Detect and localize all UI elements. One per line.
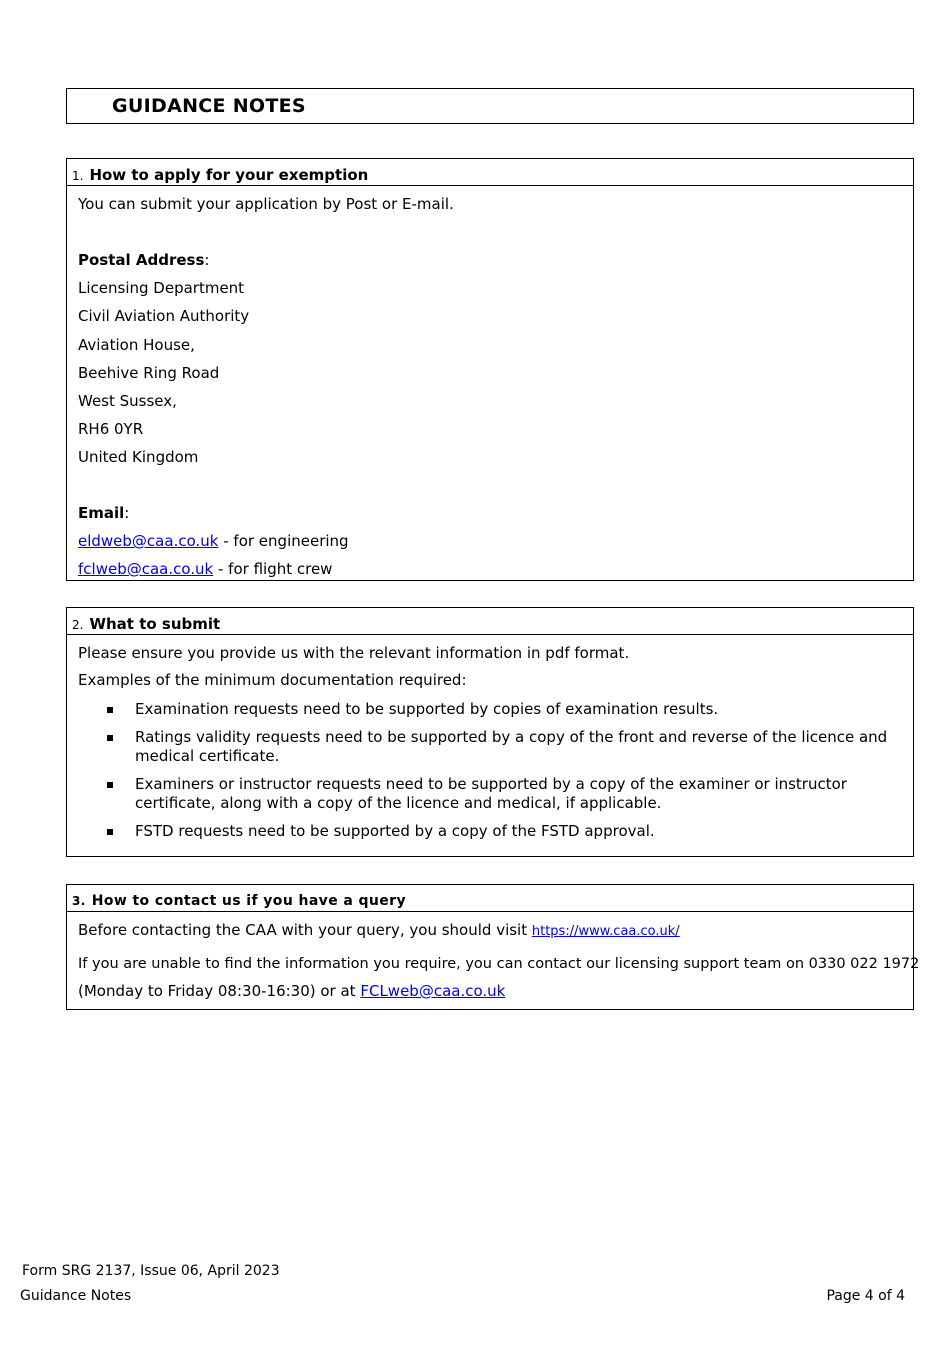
address-line: West Sussex, [78, 392, 177, 410]
email-label: Email: [78, 504, 130, 522]
fcl-email-link[interactable]: FCLweb@caa.co.uk [360, 982, 506, 1000]
list-item: Examiners or instructor requests need to be supported by a copy of the examiner or instructor certificate, along with a copy of the licence and medical, if applicable. [135, 775, 847, 812]
section-number: 2. [72, 618, 84, 632]
bullet-icon [107, 829, 113, 835]
section-number: 1. [72, 169, 84, 183]
section-heading-submit [67, 608, 913, 635]
address-line: Beehive Ring Road [78, 364, 220, 382]
section-heading-contact [67, 885, 913, 912]
section-title: What to submit [89, 615, 221, 633]
email-row-engineering: eldweb@caa.co.uk - for engineering [78, 532, 349, 550]
footer-doc-name: Guidance Notes [20, 1288, 132, 1304]
address-line: RH6 0YR [78, 420, 144, 438]
bullet-icon [107, 707, 113, 713]
postal-address-label: Postal Address: [78, 251, 210, 269]
bullet-icon [107, 782, 113, 788]
list-item: FSTD requests need to be supported by a copy of the FSTD approval. [135, 822, 655, 840]
address-line: Civil Aviation Authority [78, 307, 250, 325]
address-line: Licensing Department [78, 279, 245, 297]
section-apply [66, 158, 914, 581]
email-link-engineering[interactable]: eldweb@caa.co.uk [78, 532, 219, 550]
footer-page-number: Page 4 of 4 [826, 1288, 905, 1304]
page-title: GUIDANCE NOTES [112, 95, 306, 117]
intro-text: Examples of the minimum documentation required: [78, 671, 467, 689]
footer-form-ref: Form SRG 2137, Issue 06, April 2023 [22, 1263, 280, 1279]
section-number: 3. [72, 894, 86, 908]
bullet-icon [107, 735, 113, 741]
list-item: Examination requests need to be supported by copies of examination results. [135, 700, 719, 718]
email-row-flight-crew: fclweb@caa.co.uk - for flight crew [78, 560, 333, 578]
caa-website-link[interactable]: https://www.caa.co.uk/ [531, 924, 680, 939]
contact-line-2: If you are unable to find the information you require, you can contact our licensing support team on 0330 022 1972 [78, 956, 920, 972]
section-title: How to apply for your exemption [89, 166, 369, 184]
section-heading-apply [67, 159, 913, 186]
intro-text: Please ensure you provide us with the relevant information in pdf format. [78, 644, 630, 662]
list-item: Ratings validity requests need to be supported by a copy of the front and reverse of the licence and medical certificate. [135, 728, 888, 765]
intro-text: You can submit your application by Post or E-mail. [78, 195, 454, 213]
address-line: Aviation House, [78, 336, 195, 354]
section-title: How to contact us if you have a query [91, 893, 407, 909]
email-link-flight-crew[interactable]: fclweb@caa.co.uk [78, 560, 214, 578]
address-line: United Kingdom [78, 448, 199, 466]
contact-line-3: (Monday to Friday 08:30-16:30) or at FCLweb@caa.co.uk [78, 982, 506, 1000]
title-box [66, 88, 914, 124]
section-contact [66, 884, 920, 1010]
contact-line-1: Before contacting the CAA with your query, you should visit https://www.caa.co.uk/ [78, 921, 680, 939]
section-what-to-submit [66, 607, 914, 857]
